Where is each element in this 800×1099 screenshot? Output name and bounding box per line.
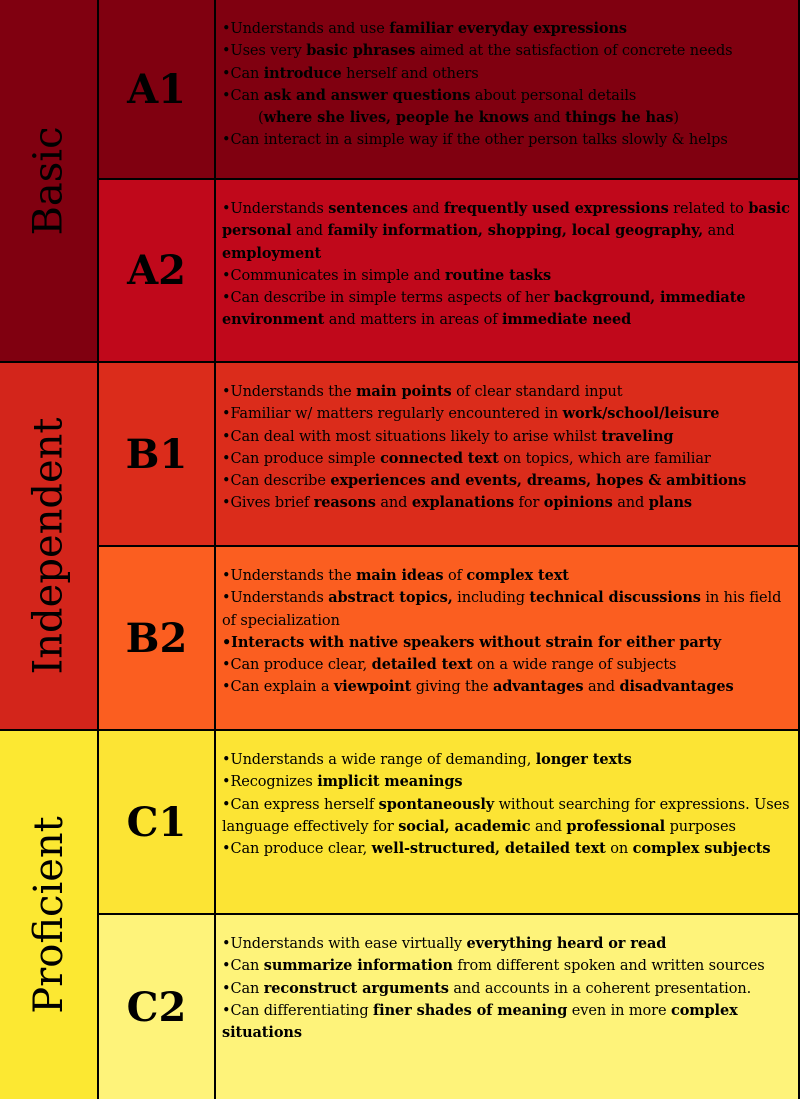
description-line: •Can introduce herself and others <box>222 64 479 82</box>
description-line: •Understands the main points of clear standard input <box>222 383 623 400</box>
group-label: Independent <box>25 417 72 675</box>
emphasis-text: background, immediate environment <box>222 289 746 329</box>
description-line: •Understands abstract topics, including technical discussions in his field of specialization <box>222 589 782 629</box>
emphasis-text: immediate need <box>502 311 632 329</box>
level-b1-description <box>216 363 800 547</box>
emphasis-text: well-structured, detailed text <box>371 840 606 858</box>
emphasis-text: complex text <box>466 567 569 584</box>
description-line: •Can ask and answer questions about personal details <box>222 86 637 104</box>
emphasis-text: connected text <box>380 449 499 467</box>
description-line: •Can produce simple connected text on topics, which are familiar <box>222 449 711 467</box>
group-label: Proficient <box>25 816 72 1014</box>
emphasis-text: finer shades of meaning <box>373 1001 568 1019</box>
emphasis-text: frequently used expressions <box>443 200 669 217</box>
emphasis-text: sentences <box>328 200 408 217</box>
level-c2-description <box>216 915 800 1099</box>
description-line: •Understands sentences and frequently used expressions related to basic personal and family information, shopping, local geography, and employment <box>222 200 790 262</box>
emphasis-text: professional <box>566 817 666 835</box>
group-proficient <box>0 731 99 1099</box>
level-b1: B1 <box>99 363 216 547</box>
emphasis-text: advantages <box>492 678 584 696</box>
emphasis-text: plans <box>648 494 692 512</box>
emphasis-text: social, academic <box>398 817 531 835</box>
description-line: •Can produce clear, detailed text on a wide range of subjects <box>222 656 677 674</box>
emphasis-text: ask and answer questions <box>263 86 471 104</box>
level-c1: C1 <box>99 731 216 915</box>
emphasis-text: complex subjects <box>632 840 771 858</box>
group-independent <box>0 363 99 731</box>
emphasis-text: traveling <box>601 427 674 445</box>
emphasis-text: detailed text <box>371 656 473 674</box>
emphasis-text: reconstruct arguments <box>263 979 449 997</box>
emphasis-text: reasons <box>313 494 376 512</box>
description-line: •Can deal with most situations likely to arise whilst traveling <box>222 427 674 445</box>
description-line: •Familiar w/ matters regularly encountered in work/school/leisure <box>222 405 720 423</box>
description-line: •Understands the main ideas of complex text <box>222 567 569 584</box>
emphasis-text: complex situations <box>222 1001 738 1042</box>
description-line: •Can reconstruct arguments and accounts in a coherent presentation. <box>222 979 752 997</box>
emphasis-text: main points <box>356 383 452 400</box>
description-line: •Understands a wide range of demanding, longer texts <box>222 751 632 768</box>
emphasis-text: work/school/leisure <box>562 405 720 423</box>
group-basic <box>0 0 99 363</box>
description-line: (where she lives, people he knows and things he has) <box>258 109 679 127</box>
level-c2: C2 <box>99 915 216 1099</box>
description-line: •Understands and use familiar everyday expressions <box>222 20 627 37</box>
emphasis-text: technical discussions <box>529 589 701 607</box>
level-a2-description <box>216 180 800 363</box>
level-b2-description <box>216 547 800 731</box>
emphasis-text: viewpoint <box>333 678 412 696</box>
level-c1-description <box>216 731 800 915</box>
emphasis-text: employment <box>222 244 322 262</box>
emphasis-text: routine tasks <box>445 266 552 284</box>
description-line: •Can interact in a simple way if the other person talks slowly & helps <box>222 132 728 149</box>
emphasis-text: explanations <box>411 494 515 512</box>
description-line: •Can differentiating finer shades of meaning even in more complex situations <box>222 1001 738 1042</box>
level-a1: A1 <box>99 0 216 180</box>
level-a2: A2 <box>99 180 216 363</box>
emphasis-text: familiar everyday expressions <box>389 20 627 37</box>
description-line: •Can produce clear, well-structured, detailed text on complex subjects <box>222 840 771 858</box>
level-a1-description <box>216 0 800 180</box>
description-line: •Understands with ease virtually everything heard or read <box>222 935 667 952</box>
description-line: •Can summarize information from different spoken and written sources <box>222 957 765 975</box>
emphasis-text: introduce <box>263 64 342 82</box>
emphasis-text: summarize information <box>263 957 453 975</box>
description-line: •Can describe experiences and events, dreams, hopes & ambitions <box>222 472 747 490</box>
emphasis-text: where she lives, people he knows <box>263 109 530 127</box>
emphasis-text: implicit meanings <box>317 773 463 791</box>
description-line <box>222 632 794 654</box>
emphasis-text: disadvantages <box>619 678 734 696</box>
emphasis-text: basic phrases <box>306 42 416 60</box>
description-line: •Recognizes implicit meanings <box>222 773 463 791</box>
emphasis-text: family information, shopping, local geography, <box>327 222 704 240</box>
emphasis-text: things he has <box>565 109 674 127</box>
group-label: Basic <box>25 126 72 235</box>
description-line: •Can describe in simple terms aspects of her background, immediate environment and matters in areas of immediate need <box>222 289 746 329</box>
description-line: •Gives brief reasons and explanations for opinions and plans <box>222 494 692 512</box>
description-line: •Can express herself spontaneously without searching for expressions. Uses language effectively for social, academic and professional purposes <box>222 795 790 835</box>
emphasis-text: main ideas <box>356 567 444 584</box>
description-line: •Uses very basic phrases aimed at the satisfaction of concrete needs <box>222 42 733 60</box>
emphasis-text: everything heard or read <box>466 935 667 952</box>
description-line: •Can explain a viewpoint giving the advantages and disadvantages <box>222 678 734 696</box>
emphasis-text: abstract topics, <box>328 589 453 607</box>
emphasis-text: basic personal <box>222 200 790 240</box>
description-line: •Communicates in simple and routine tasks <box>222 266 552 284</box>
emphasis-text: spontaneously <box>378 795 495 813</box>
emphasis-text: opinions <box>543 494 613 512</box>
emphasis-text: experiences and events, dreams, hopes & ambitions <box>330 472 747 490</box>
emphasis-text: •Interacts with native speakers without strain for either party <box>222 633 722 651</box>
level-b2: B2 <box>99 547 216 731</box>
emphasis-text: longer texts <box>535 751 632 768</box>
